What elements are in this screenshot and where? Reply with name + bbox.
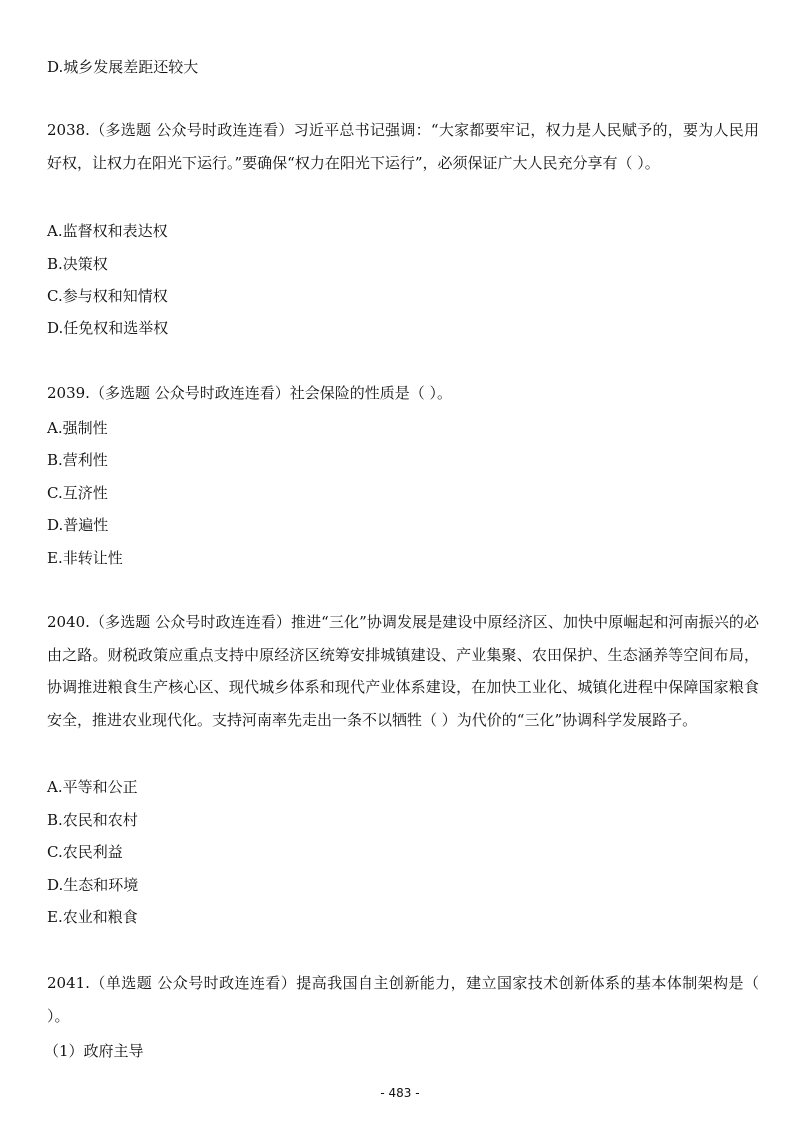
q2038-option-d: D.任免权和选举权 xyxy=(47,319,169,337)
page-number: - 483 - xyxy=(380,1086,420,1100)
q2041-stem: 2041.（单选题 公众号时政连连看）提高我国自主创新能力，建立国家技术创新体系的基本体制架构是（ ）。 xyxy=(47,974,759,1025)
q2040-option-a: A.平等和公正 xyxy=(47,778,138,796)
q2038-option-a: A.监督权和表达权 xyxy=(47,222,168,240)
q2039-option-e: E.非转让性 xyxy=(47,549,123,567)
q2039-option-a: A.强制性 xyxy=(47,419,108,437)
q2040-option-c: C.农民利益 xyxy=(47,843,123,861)
q2038-option-c: C.参与权和知情权 xyxy=(47,287,168,305)
q2040-option-d: D.生态和环境 xyxy=(47,876,139,894)
q2039-option-d: D.普遍性 xyxy=(47,516,109,534)
q2040-option-e: E.农业和粮食 xyxy=(47,908,138,926)
q2039-stem: 2039.（多选题 公众号时政连连看）社会保险的性质是（ ）。 xyxy=(47,384,452,402)
q2041-option-1: （1）政府主导 xyxy=(44,1042,144,1060)
q2038-option-b: B.决策权 xyxy=(47,255,108,273)
q2040-stem: 2040.（多选题 公众号时政连连看）推进“三化”协调发展是建设中原经济区、加快中原崛起和河南振兴的必由之路。财税政策应重点支持中原经济区统筹安排城镇建设、产业集聚、农田保护、生态涵养等空间布局，协调推进粮食生产核心区、现代城乡体系和现代产业体系建设，在加快工业化、城镇化进程中保障国家粮食安全，推进农业现代化。支持河南率先走出一条不以牺牲（ ）为代价的“三化”协调科学发展路子。 xyxy=(47,613,759,729)
q2038-stem: 2038.（多选题 公众号时政连连看）习近平总书记强调：“大家都要牢记，权力是人民赋予的，要为人民用好权，让权力在阳光下运行。”要确保“权力在阳光下运行”，必须保证广大人民充分享有（ ）。 xyxy=(47,121,759,172)
q2039-option-c: C.互济性 xyxy=(47,484,108,502)
q2037-option-d: D.城乡发展差距还较大 xyxy=(47,58,199,76)
q2040-option-b: B.农民和农村 xyxy=(47,811,138,829)
q2039-option-b: B.营利性 xyxy=(47,451,108,469)
